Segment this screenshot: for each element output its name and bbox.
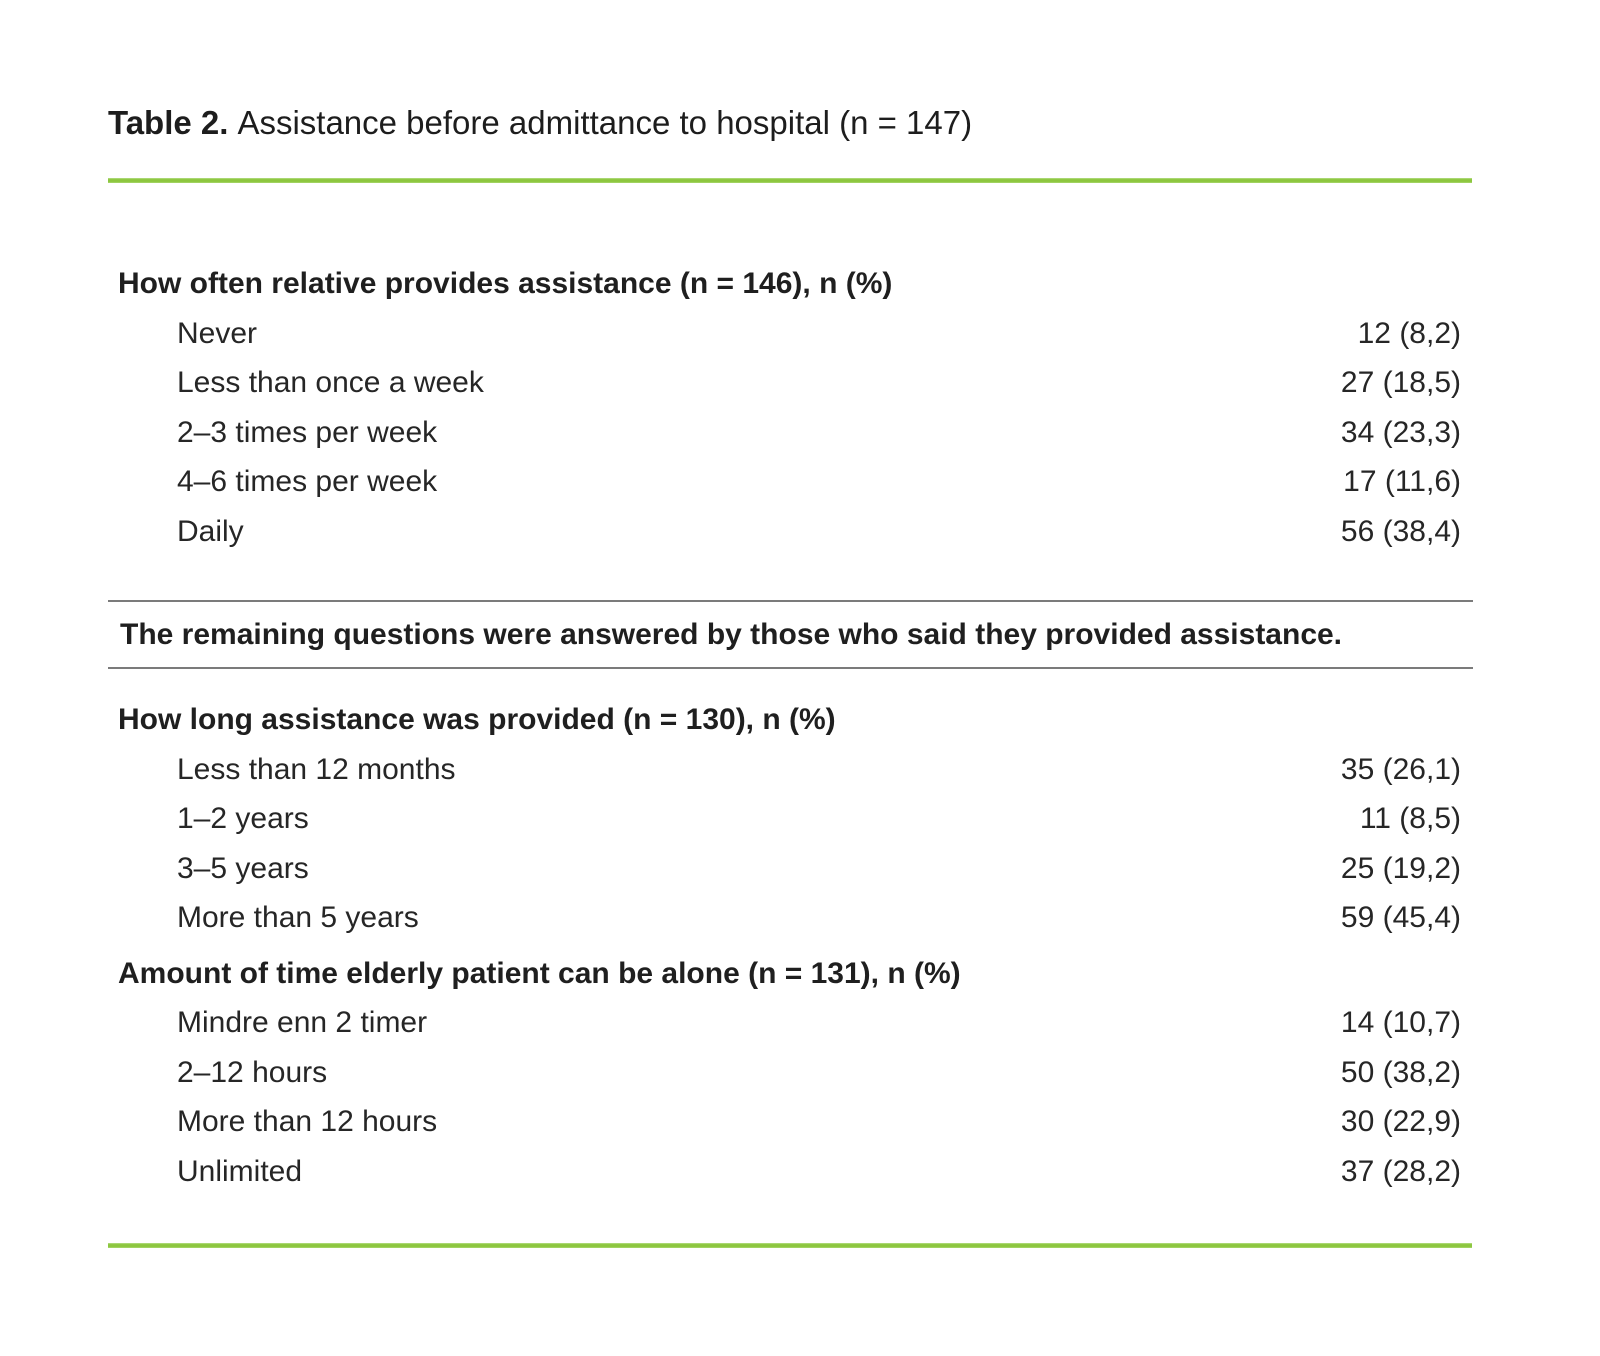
table-number-label: Table 2.	[108, 104, 229, 141]
table-row	[177, 852, 1461, 886]
row-label: Less than once a week	[177, 366, 484, 399]
row-label: Never	[177, 317, 258, 350]
table-row	[177, 1006, 1461, 1040]
row-label: More than 12 hours	[177, 1105, 438, 1138]
table-row	[177, 753, 1461, 787]
row-value: 37 (28,2)	[1340, 1155, 1461, 1188]
row-label: More than 5 years	[177, 901, 419, 934]
table-note: The remaining questions were answered by those who said they provided assistance.	[120, 618, 1343, 651]
table-row	[177, 1056, 1461, 1090]
section-header-how-long: How long assistance was provided (n = 130), n (%)	[118, 703, 836, 736]
note-top-divider	[108, 600, 1473, 602]
table-row	[177, 416, 1461, 450]
table-row	[177, 515, 1461, 549]
table-row	[177, 901, 1461, 935]
row-value: 11 (8,5)	[1359, 802, 1461, 835]
row-label: 1–2 years	[177, 802, 309, 835]
table-bottom-rule	[108, 1243, 1472, 1248]
row-value: 17 (11,6)	[1343, 465, 1461, 498]
row-value: 14 (10,7)	[1340, 1006, 1461, 1039]
table-caption: Assistance before admittance to hospital (n = 147)	[237, 104, 973, 141]
row-label: 2–12 hours	[177, 1056, 328, 1089]
row-label: Daily	[177, 515, 244, 548]
row-label: Less than 12 months	[177, 753, 456, 786]
row-value: 25 (19,2)	[1340, 852, 1461, 885]
row-value: 34 (23,3)	[1340, 416, 1461, 449]
row-value: 56 (38,4)	[1340, 515, 1461, 548]
row-value: 27 (18,5)	[1340, 366, 1461, 399]
table-row	[177, 802, 1461, 836]
row-label: Mindre enn 2 timer	[177, 1006, 428, 1039]
row-label: 4–6 times per week	[177, 465, 438, 498]
table-row	[177, 366, 1461, 400]
table-top-rule	[108, 178, 1472, 183]
table-row	[177, 1105, 1461, 1139]
row-value: 50 (38,2)	[1340, 1056, 1461, 1089]
note-bottom-divider	[108, 667, 1473, 669]
row-value: 59 (45,4)	[1340, 901, 1461, 934]
table-title	[108, 103, 972, 143]
table-row	[177, 465, 1461, 499]
row-value: 30 (22,9)	[1340, 1105, 1461, 1138]
table-row	[177, 1155, 1461, 1189]
table-row	[177, 317, 1461, 351]
row-label: 2–3 times per week	[177, 416, 438, 449]
row-label: Unlimited	[177, 1155, 303, 1188]
section-header-time-alone: Amount of time elderly patient can be alone (n = 131), n (%)	[118, 957, 961, 990]
row-label: 3–5 years	[177, 852, 309, 885]
row-value: 35 (26,1)	[1340, 753, 1461, 786]
section-header-how-often: How often relative provides assistance (n = 146), n (%)	[118, 267, 893, 300]
row-value: 12 (8,2)	[1357, 317, 1461, 350]
